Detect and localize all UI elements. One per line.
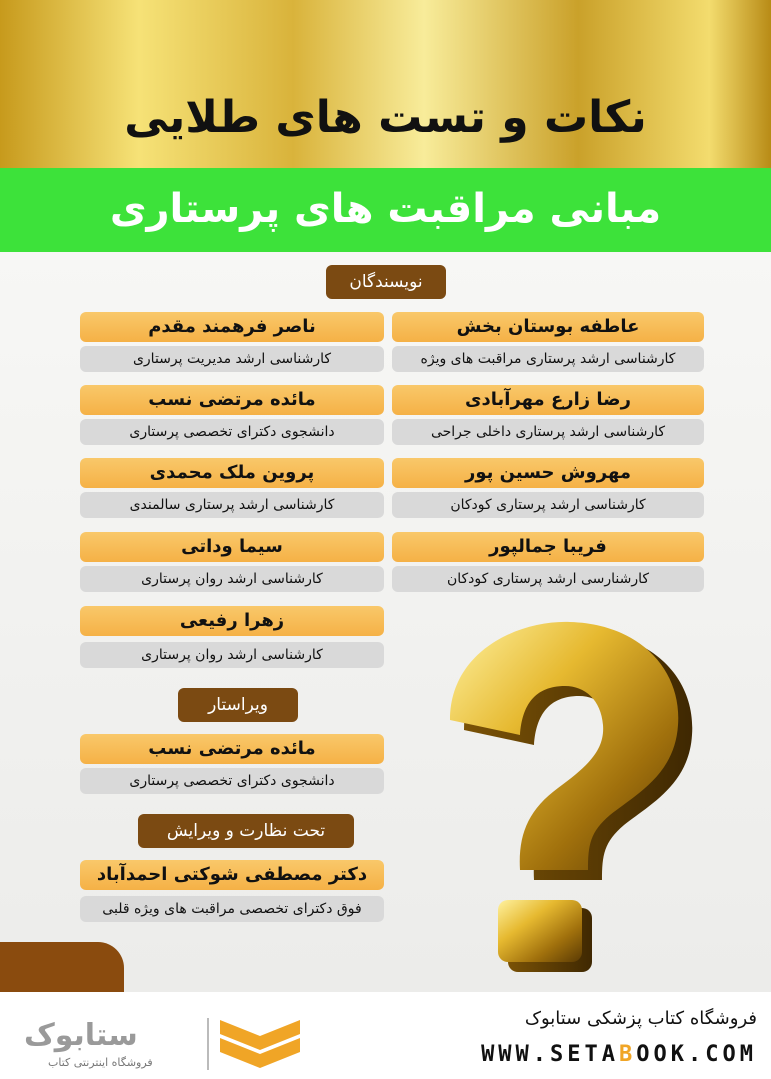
editor-section-label: ویراستار <box>178 688 298 722</box>
store-url[interactable] <box>481 1042 757 1067</box>
corner-decoration <box>0 942 124 994</box>
author-desc: کارشناسی ارشد پرستاری مراقبت های ویژه <box>392 346 704 372</box>
page-title: نکات و تست های طلایی <box>124 92 647 143</box>
author-desc: دانشجوی دکترای تخصصی پرستاری <box>80 419 384 445</box>
author-name: رضا زارع مهرآبادی <box>392 385 704 415</box>
author-name: پروین ملک محمدی <box>80 458 384 488</box>
editor-desc: دانشجوی دکترای تخصصی پرستاری <box>80 768 384 794</box>
author-name: زهرا رفیعی <box>80 606 384 636</box>
author-name: سیما وداتی <box>80 532 384 562</box>
url-part-3: B <box>619 1042 637 1067</box>
supervisor-desc: فوق دکترای تخصصی مراقبت های ویژه قلبی <box>80 896 384 922</box>
question-mark-icon <box>420 610 700 980</box>
editor-name: مائده مرتضی نسب <box>80 734 384 764</box>
logo-text: ستابوک <box>24 1018 138 1053</box>
author-name: مائده مرتضی نسب <box>80 385 384 415</box>
author-name: عاطفه بوستان بخش <box>392 312 704 342</box>
logo-tagline: فروشگاه اینترنتی کتاب <box>48 1056 153 1069</box>
author-desc: کارشناسی ارشد مدیریت پرستاری <box>80 346 384 372</box>
author-name: فریبا جمالپور <box>392 532 704 562</box>
author-name: ناصر فرهمند مقدم <box>80 312 384 342</box>
supervisor-name: دکتر مصطفی شوکتی احمدآباد <box>80 860 384 890</box>
author-name: مهروش حسین پور <box>392 458 704 488</box>
supervision-section-label: تحت نظارت و ویرایش <box>138 814 354 848</box>
authors-section-label: نویسندگان <box>326 265 446 299</box>
url-part-2: SETA <box>550 1042 620 1067</box>
author-desc: کارشناسی ارشد پرستاری سالمندی <box>80 492 384 518</box>
author-desc: کارشنارسی ارشد پرستاری کودکان <box>392 566 704 592</box>
author-desc: کارشناسی ارشد پرستاری داخلی جراحی <box>392 419 704 445</box>
url-part-1: WWW. <box>481 1042 551 1067</box>
url-part-4: OOK.COM <box>636 1042 757 1067</box>
author-desc: کارشناسی ارشد روان پرستاری <box>80 566 384 592</box>
store-name: فروشگاه کتاب پزشکی ستابوک <box>524 1008 757 1029</box>
author-desc: کارشناسی ارشد پرستاری کودکان <box>392 492 704 518</box>
author-desc: کارشناسی ارشد روان پرستاری <box>80 642 384 668</box>
page-subtitle: مبانی مراقبت های پرستاری <box>109 186 662 232</box>
